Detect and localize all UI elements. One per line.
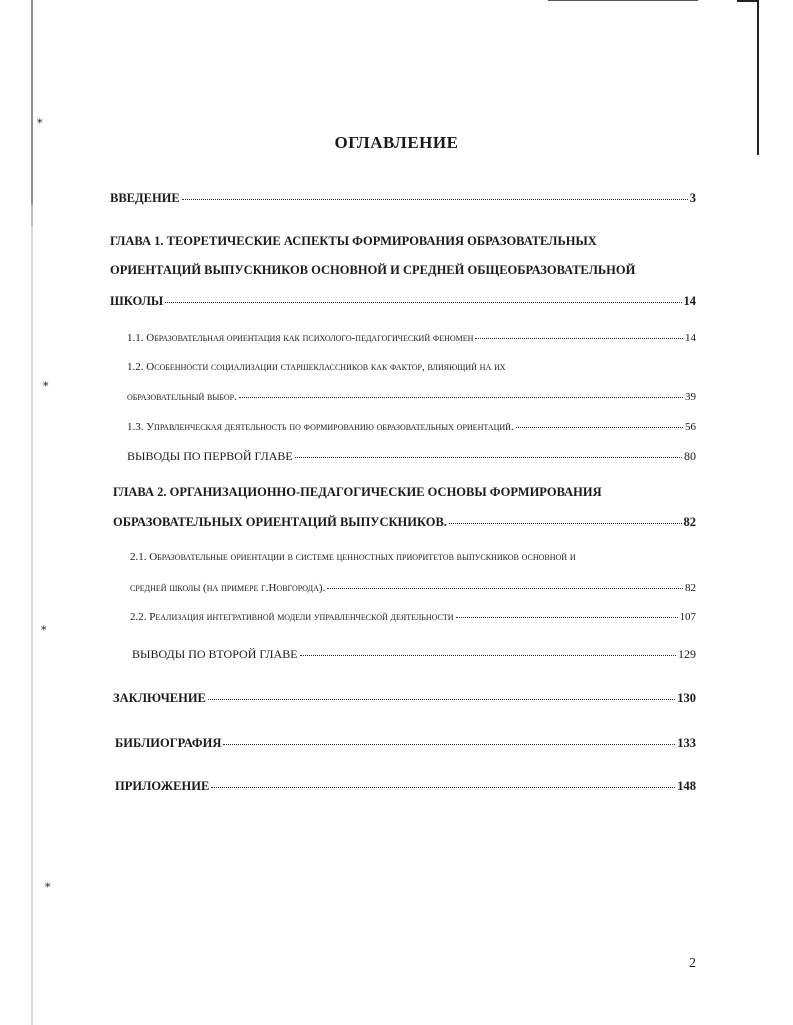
- toc-entry-label: ОБРАЗОВАТЕЛЬНЫХ ОРИЕНТАЦИЙ ВЫПУСКНИКОВ.: [113, 514, 447, 529]
- dot-leader: [295, 447, 682, 458]
- toc-entry-label: средней школы (на примере г.Новгорода).: [130, 582, 326, 595]
- toc-entry-page: 82: [683, 514, 696, 529]
- binding-hole-mark: ⁎: [43, 377, 49, 389]
- toc-entry-section-1-2[interactable]: [127, 390, 696, 403]
- scan-right-corner: [737, 0, 758, 2]
- toc-entry-label: 1.3. Управленческая деятельность по формированию образовательных ориентаций.: [127, 421, 514, 434]
- toc-entry-intro[interactable]: [110, 190, 696, 206]
- toc-entry-page: 107: [679, 611, 696, 624]
- toc-entry-section-1-3[interactable]: [127, 420, 696, 433]
- toc-entry-page: 82: [685, 582, 696, 595]
- dot-leader: [456, 608, 678, 618]
- toc-entry-page: 129: [678, 647, 696, 662]
- toc-entry-section-2-2[interactable]: [130, 610, 696, 623]
- toc-entry-page: 130: [677, 690, 696, 705]
- binding-hole-mark: ⁎: [37, 114, 43, 126]
- toc-entry-page: 14: [683, 293, 696, 308]
- toc-entry-bibliography[interactable]: [115, 735, 696, 751]
- chapter-2-title-line-1: ГЛАВА 2. ОРГАНИЗАЦИОННО-ПЕДАГОГИЧЕСКИЕ ОСНОВЫ ФОРМИРОВАНИЯ: [113, 485, 602, 499]
- scan-left-edge: [31, 0, 33, 1025]
- toc-entry-page: 56: [685, 421, 696, 434]
- dot-leader: [165, 291, 681, 303]
- toc-entry-page: 14: [685, 332, 696, 345]
- toc-entry-page: 39: [685, 391, 696, 404]
- binding-hole-mark: ⁎: [41, 621, 47, 633]
- toc-entry-page: 133: [677, 735, 696, 750]
- page-title: ОГЛАВЛЕНИЕ: [334, 133, 459, 152]
- section-2-1-title-line-1: 2.1. Образовательные ориентации в системе ценностных приоритетов выпускников основной и: [130, 551, 576, 563]
- dot-leader: [211, 776, 675, 788]
- toc-entry-section-2-1[interactable]: [130, 581, 696, 594]
- chapter-1-title-line-2: ОРИЕНТАЦИЙ ВЫПУСКНИКОВ ОСНОВНОЙ И СРЕДНЕЙ ОБЩЕОБРАЗОВАТЕЛЬНОЙ: [110, 263, 636, 277]
- section-1-2-title-line-1: 1.2. Особенности социализации старшеклассников как фактор, влияющий на их: [127, 361, 506, 373]
- toc-entry-label: ВВЕДЕНИЕ: [110, 190, 180, 205]
- toc-entry-conclusion[interactable]: [113, 690, 696, 706]
- dot-leader: [239, 388, 683, 398]
- toc-entry-chapter-2[interactable]: [113, 514, 696, 530]
- toc-entry-label: ШКОЛЫ: [110, 293, 164, 308]
- scan-top-edge: [548, 0, 698, 1]
- toc-entry-section-1-1[interactable]: [127, 331, 696, 344]
- toc-entry-chapter-1[interactable]: [110, 293, 696, 309]
- dot-leader: [475, 329, 683, 339]
- dot-leader: [449, 512, 682, 524]
- dot-leader: [208, 688, 675, 700]
- toc-entry-label: образовательный выбор.: [127, 391, 237, 404]
- toc-entry-appendix[interactable]: [115, 778, 696, 794]
- dot-leader: [223, 733, 675, 745]
- toc-entry-page: 3: [689, 190, 696, 205]
- dot-leader: [300, 645, 676, 656]
- toc-entry-label: ПРИЛОЖЕНИЕ: [115, 778, 210, 793]
- dot-leader: [327, 579, 683, 589]
- toc-entry-page: 80: [684, 449, 696, 464]
- toc-entry-label: 2.2. Реализация интегративной модели управленческой деятельности: [130, 611, 454, 624]
- toc-entry-page: 148: [677, 778, 696, 793]
- toc-entry-label: БИБЛИОГРАФИЯ: [115, 735, 222, 750]
- toc-entry-label: ЗАКЛЮЧЕНИЕ: [113, 690, 206, 705]
- toc-entry-label: ВЫВОДЫ ПО ВТОРОЙ ГЛАВЕ: [132, 647, 298, 662]
- chapter-1-title-line-1: ГЛАВА 1. ТЕОРЕТИЧЕСКИЕ АСПЕКТЫ ФОРМИРОВАНИЯ ОБРАЗОВАТЕЛЬНЫХ: [110, 234, 597, 248]
- dot-leader: [182, 188, 688, 200]
- scan-right-edge: [757, 0, 759, 155]
- toc-entry-label: ВЫВОДЫ ПО ПЕРВОЙ ГЛАВЕ: [127, 449, 293, 464]
- dot-leader: [516, 418, 683, 428]
- toc-entry-conclusions-chapter-2[interactable]: [132, 647, 696, 662]
- toc-entry-conclusions-chapter-1[interactable]: [127, 449, 696, 464]
- toc-entry-label: 1.1. Образовательная ориентация как психолого-педагогический феномен: [127, 332, 474, 345]
- page-number: 2: [689, 956, 696, 971]
- binding-hole-mark: ⁎: [45, 878, 51, 890]
